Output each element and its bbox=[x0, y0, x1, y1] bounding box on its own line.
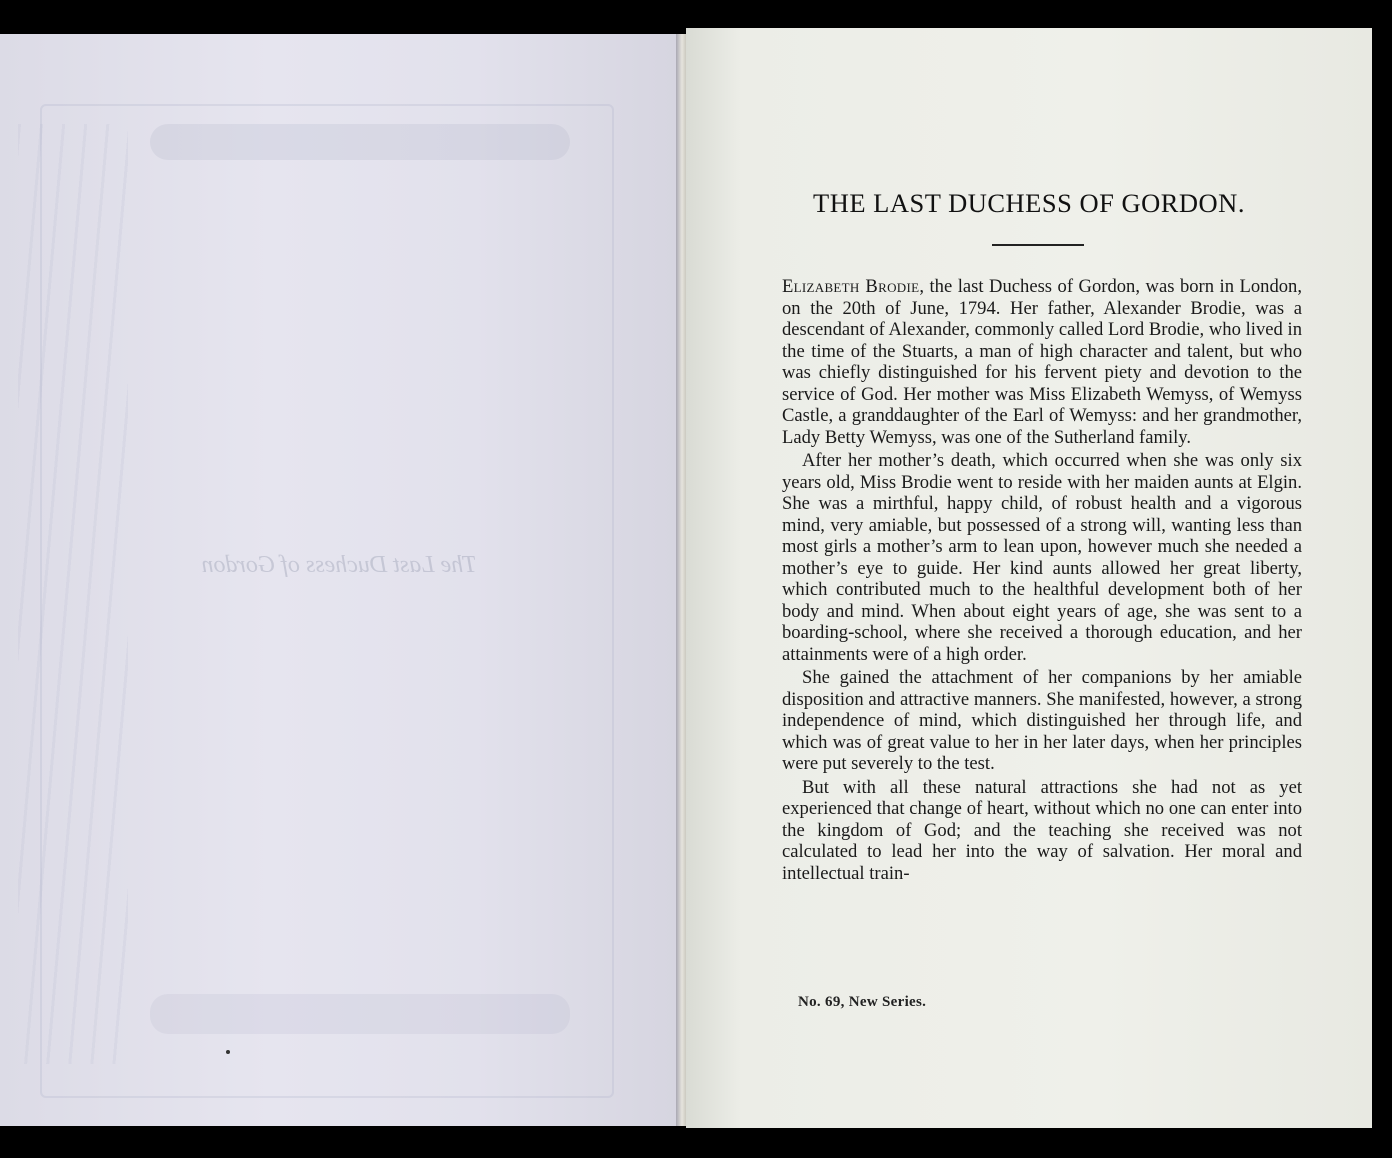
bleed-through-title: The Last Duchess of Gordon bbox=[201, 552, 477, 578]
series-label: No. 69, New Series. bbox=[798, 994, 927, 1010]
left-page bbox=[0, 34, 678, 1126]
paragraph bbox=[782, 276, 1302, 448]
page-title: THE LAST DUCHESS OF GORDON. bbox=[813, 188, 1245, 218]
paragraph-text: , the last Duchess of Gordon, was born in London, on the 20th of June, 1794. Her father, Alexander Brodie, was a descendant of Alexander, commonly called Lord Brodie, who lived in the time of the Stuarts, a man of high character and talent, but who was chiefly distinguished for his fervent piety and devotion to the service of God. Her mother was Miss Elizabeth Wemyss, of Wemyss Castle, a granddaughter of the Earl of Wemyss: and her grandmother, Lady Betty Wemyss, was one of the Sutherland family. bbox=[782, 276, 1302, 448]
title-rule bbox=[992, 244, 1084, 246]
paragraph: She gained the attachment of her companions by her amiable disposition and attractive manners. She manifested, however, a strong independence of mind, which distinguished her through life, and which was of great value to her in her later days, when her principles were put severely to the test. bbox=[782, 667, 1302, 774]
opening-name: Elizabeth Brodie bbox=[782, 276, 920, 297]
paragraph: After her mother’s death, which occurred when she was only six years old, Miss Brodie went to reside with her maiden aunts at Elgin. She was a mirthful, happy child, of robust health and a vigorous mind, very amiable, but possessed of a strong will, wanting less than most girls a mother’s arm to lean upon, however much she needed a mother’s eye to guide. Her kind aunts allowed her great liberty, which contributed much to the healthful development both of her body and mind. When about eight years of age, she was sent to a boarding-school, where she received a thorough education, and her attainments were of a high order. bbox=[782, 450, 1302, 665]
ink-speck bbox=[226, 1050, 230, 1054]
reed-ornament bbox=[18, 124, 128, 1064]
cover-banner-ornament bbox=[150, 124, 570, 160]
paragraph: But with all these natural attractions she had not as yet experienced that change of heart, without which no one can enter into the kingdom of God; and the teaching she received was not calculated to lead her into the way of salvation. Her moral and intellectual train- bbox=[782, 776, 1302, 884]
body-text bbox=[782, 276, 1302, 884]
right-page bbox=[686, 28, 1372, 1128]
cover-foot-ornament bbox=[150, 994, 570, 1034]
